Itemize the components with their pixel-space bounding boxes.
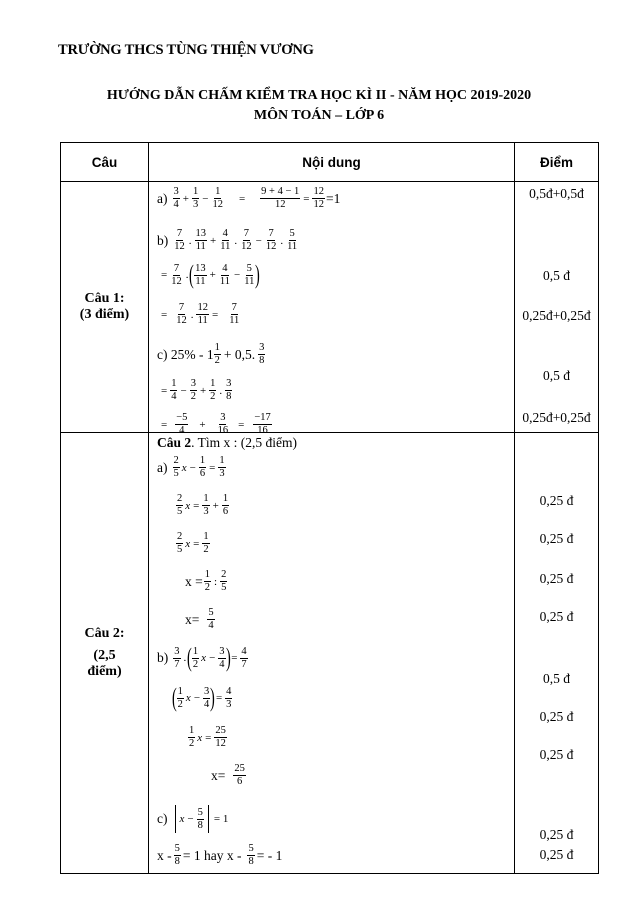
q1-points: (3 điểm) [79,307,130,322]
fraction: $\frac{4}{11}$ [220,228,231,252]
q2-score-9: 0,25 đ [539,847,574,862]
fraction: $\frac{9 + 4 - 1}{12}$ [261,186,300,210]
fraction: $\frac{1}{4}$ [171,378,177,402]
fraction: 2 5 [177,531,183,555]
fraction: $\frac{25}{6}$ [234,763,245,787]
q2-label-cell [61,433,149,874]
q2-a-line1: a) 2 5 x − $\frac{1}{6}$ = $\frac{1}{3}$ [157,455,225,479]
q1-a-label: a) [157,190,168,206]
q2-c-label: c) [157,811,168,826]
fraction: $\frac{4}{3}$ [226,685,232,710]
document-subtitle: MÔN TOÁN – LỚP 6 [253,108,385,123]
fraction: 3 8 [259,342,265,366]
q1-c-line2: = $\frac{1}{4}$ − $\frac{3}{2}$ + $\frac{1}{2}$ . 3 8 [161,378,232,402]
fraction: $\frac{5}{4}$ [208,607,214,631]
q1-score-c1: 0,5 đ [543,368,570,383]
fraction: $\frac{1}{3}$ [203,493,209,517]
q2-label: Câu 2: [84,626,125,641]
fraction: 13 11 [195,262,206,287]
table-row-q1 [61,182,599,433]
header-question: Câu [61,143,149,182]
q2-a-line3: 2 5 x = $\frac{1}{2}$ [177,531,209,555]
school-name: TRƯỜNG THCS TÙNG THIỆN VƯƠNG [58,42,314,58]
q2-a-line5: x= $\frac{5}{4}$ [185,607,214,631]
q1-score-b1: 0,5 đ [543,268,570,283]
fraction: $\frac{3}{2}$ [190,378,196,402]
q2-a-line2: 2 5 x = $\frac{1}{3}$ + $\frac{1}{6}$ [177,493,229,517]
fraction: 3 7 [174,645,180,670]
fraction: $\frac{-5}{4}$ [176,412,188,436]
q1-b-line3: = $\frac{7}{12}$ . $\frac{12}{11}$ = $\frac{7}{11}$ [161,302,240,326]
q2-score-7: 0,25 đ [539,747,574,762]
fraction: $\frac{7}{12}$ [171,262,182,287]
fraction: $\frac{5}{8}$ [197,806,203,831]
q2-b-line3: 1 2 x = $\frac{25}{12}$ [189,725,226,749]
fraction: $\frac{3}{4}$ [204,685,210,710]
fraction: 1 2 [214,342,220,366]
q1-score-c2: 0,25đ+0,25đ [522,410,591,425]
q2-points-unit: điểm) [87,664,122,679]
q2-score-8: 0,25 đ [539,827,574,842]
q2-heading: Câu 2 . Tìm x : (2,5 điểm) [157,435,298,450]
q1-score-a: 0,5đ+0,5đ [529,186,584,201]
table-row-q2 [61,433,599,874]
table-header-row [61,143,599,182]
fraction: $\frac{12}{12}$ [313,186,324,210]
fraction: 7 12 [174,228,185,252]
q1-content-cell [149,182,515,436]
fraction: $\frac{3}{16}$ [217,412,229,436]
fraction: 1 2 [189,725,195,749]
q1-c-label: c) 25% - 1 [157,346,214,362]
fraction: $\frac{1}{12}$ [212,186,223,210]
q2-score-2: 0,25 đ [539,531,574,546]
fraction: $\frac{4}{7}$ [241,645,247,670]
fraction: 3 4 [173,186,179,210]
grading-table [60,142,599,874]
q1-b-label: b) [157,232,169,248]
fraction: $\frac{1}{2}$ [204,569,210,593]
header-score: Điểm [515,143,599,182]
fraction: $\frac{25}{12}$ [215,725,226,749]
q2-score-3: 0,25 đ [539,571,574,586]
q1-score-cell [515,182,599,433]
fraction: $\frac{7}{12}$ [265,228,277,252]
q1-label-cell [61,182,149,433]
q2-a-line4: x = $\frac{1}{2}$ : 2 5 [185,569,227,593]
fraction: $\frac{1}{3}$ [219,455,225,479]
fraction: $\frac{5}{11}$ [244,262,255,287]
q2-score-1: 0,25 đ [539,493,574,508]
fraction: $\frac{4}{11}$ [219,262,230,287]
document-title: HƯỚNG DẪN CHẤM KIỂM TRA HỌC KÌ II - NĂM HỌC 2019-2020 [106,88,532,103]
q2-b-label: b) [157,650,169,665]
q2-score-6: 0,25 đ [539,709,574,724]
fraction: 13 11 [195,228,206,252]
q1-label: Câu 1: [84,291,125,306]
fraction: $\frac{1}{2}$ [210,378,216,402]
fraction: $\frac{-17}{16}$ [254,412,271,436]
fraction: $\frac{12}{11}$ [197,302,208,326]
fraction: $\frac{5}{8}$ [174,843,180,867]
fraction: 2 5 [221,569,227,593]
fraction: $\frac{3}{4}$ [219,645,225,670]
fraction: 1 2 [177,685,183,710]
fraction: 1 2 [192,645,199,670]
fraction: 7 12 [241,228,252,252]
header-content: Nội dung [149,143,515,182]
q2-score-4: 0,25 đ [539,609,574,624]
q1-a-result: =1 [325,190,341,206]
fraction: $\frac{7}{12}$ [176,302,187,326]
fraction: $\frac{7}{11}$ [229,302,240,326]
q2-score-cell [515,433,599,874]
q2-score-5: 0,5 đ [543,671,570,686]
q2-b-line4: x= $\frac{25}{6}$ [211,763,245,787]
q2-a-label: a) [157,459,168,475]
fraction: $\frac{1}{2}$ [203,531,209,555]
fraction: $\frac{5}{8}$ [248,843,254,867]
q1-b-line1: b) 7 12 . 13 11 + $\frac{4}{11}$ . 7 12 − $\frac{7}{12}$ . 5 11 [157,228,298,252]
q1-c-line3: = $\frac{-5}{4}$ + $\frac{3}{16}$ = $\frac{-17}{16}$ [161,412,271,436]
q2-b-line2: ( 1 2 x − $\frac{3}{4}$ ) = $\frac{4}{3}$ [171,683,232,712]
fraction: 2 5 [173,455,179,479]
fraction: $\frac{1}{3}$ [192,186,199,210]
q2-c-line1: c) x − $\frac{5}{8}$ = 1 [157,805,230,833]
q2-points: (2,5 [93,648,116,663]
fraction: 3 8 [226,378,232,402]
q2-b-line1: b) 3 7 . ( 1 2 x − $\frac{3}{4}$ ) = $\frac{4}{7}$ [157,643,247,672]
q1-c-line1: c) 25% - 1 1 2 + 0,5. 3 8 [157,342,265,366]
q1-a-line: a) 3 4 + $\frac{1}{3}$ − $\frac{1}{12}$ = $\frac{9 + 4 - 1}{12}$ = $\frac{12}{12}$ =1 [157,186,341,210]
fraction: 2 5 [177,493,183,517]
q1-b-line2: = $\frac{7}{12}$ . ( 13 11 + $\frac{4}{11}$ − $\frac{5}{11}$ ) [161,260,261,289]
fraction: $\frac{1}{6}$ [199,455,206,479]
q2-content-cell [149,433,515,874]
fraction: 5 11 [287,228,298,252]
fraction: $\frac{1}{6}$ [222,493,229,517]
q2-c-line2: x - $\frac{5}{8}$ = 1 hay x - $\frac{5}{8}$ = - 1 [157,843,283,867]
q1-score-b2: 0,25đ+0,25đ [522,308,591,323]
